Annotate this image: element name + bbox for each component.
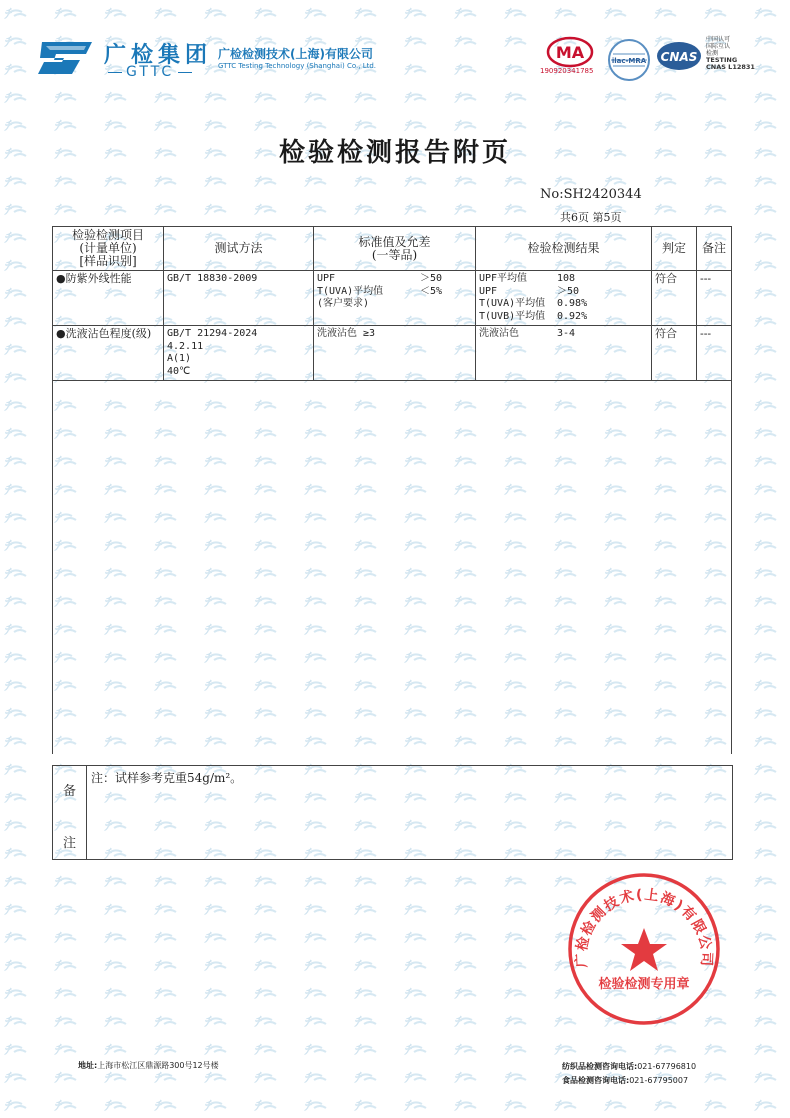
- footer-contacts: [562, 1060, 696, 1088]
- seal-center-text: 检验检测专用章: [598, 977, 690, 992]
- cnas-line-3: 检测: [706, 50, 719, 57]
- cnas-line-2: 国际互认: [706, 43, 731, 50]
- header-method: 测试方法: [164, 227, 314, 271]
- cell-result: 洗液沾色 3-4: [476, 326, 652, 381]
- brand-name-cn: 广检集团: [104, 43, 213, 68]
- header-standard: 标准值及允差 (一等品): [314, 227, 476, 271]
- footer-address: 地址:上海市松江区鼎源路300号12号楼: [78, 1061, 219, 1070]
- ilac-label: ilac-MRA: [611, 57, 647, 65]
- remarks-box: [52, 765, 733, 860]
- cnas-line-4: TESTING: [706, 56, 738, 64]
- cell-method: GB/T 18830-2009: [164, 271, 314, 326]
- gttc-logo-icon: [36, 36, 98, 80]
- header-remark: 备注: [697, 227, 732, 271]
- ma-label: MA: [555, 43, 585, 62]
- cell-judge: 符合: [652, 271, 697, 326]
- ilac-mra-logo-icon: [607, 38, 651, 82]
- remarks-label-bottom: 注: [63, 836, 77, 851]
- cell-standard: UPF ＞50 T(UVA)平均值 ＜5% (客户要求): [314, 271, 476, 326]
- seal-star-icon: [621, 928, 667, 971]
- svg-text:广检检测技术(上海)有限公司: 广检检测技术(上海)有限公司: [573, 886, 715, 968]
- document-title: 检验检测报告附页: [278, 138, 511, 168]
- remarks-label-top: 备: [63, 784, 77, 799]
- cell-item: ●防紫外线性能: [53, 271, 164, 326]
- cell-item: ●洗液沾色程度(级): [53, 326, 164, 381]
- brand-name-en: GTTC: [104, 64, 196, 80]
- cell-remark: ---: [697, 271, 732, 326]
- header-judge: 判定: [652, 227, 697, 271]
- header-result: 检验检测结果: [476, 227, 652, 271]
- cell-judge: 符合: [652, 326, 697, 381]
- cell-remark: ---: [697, 326, 732, 381]
- cell-result: UPF平均值 108 UPF ＞50 T(UVA)平均值 0.98% T(UVB)平均值 0.92%: [476, 271, 652, 326]
- company-name-en: GTTC Testing Technology (Shanghai) Co., Ltd.: [218, 62, 377, 70]
- ma-number: 190920341785: [540, 67, 594, 75]
- textile-contact: 纺织品检测咨询电话:021-67796810: [562, 1062, 697, 1071]
- cell-method: GB/T 21294-2024 4.2.11 A(1) 40℃: [164, 326, 314, 381]
- table-blank-row: [53, 381, 732, 754]
- blank-area: [53, 381, 732, 754]
- cnas-line-5: CNAS L12831: [706, 63, 755, 71]
- remarks-text: 注：试样参考克重54g/m²。: [91, 771, 243, 785]
- header-item: 检验检测项目 (计量单位) [样品识别]: [53, 227, 164, 271]
- page-info: 共6页 第5页: [560, 211, 622, 224]
- company-name-cn: 广检检测技术(上海)有限公司: [218, 47, 373, 61]
- cnas-label: CNAS: [660, 50, 698, 64]
- cnas-line-1: 中国认可: [706, 36, 731, 43]
- table-header-row: [53, 227, 732, 271]
- cell-standard: 洗液沾色 ≥3: [314, 326, 476, 381]
- food-contact: 食品检测咨询电话:021-67795007: [562, 1076, 689, 1085]
- table-row: [53, 271, 732, 326]
- table-row: [53, 326, 732, 381]
- results-table: [52, 226, 731, 754]
- cnas-accreditation-text: [706, 36, 755, 71]
- official-seal-stamp: [565, 870, 723, 1028]
- report-number: No:SH2420344: [540, 187, 642, 202]
- remarks-label: [53, 766, 87, 859]
- cnas-logo-icon: [656, 40, 702, 72]
